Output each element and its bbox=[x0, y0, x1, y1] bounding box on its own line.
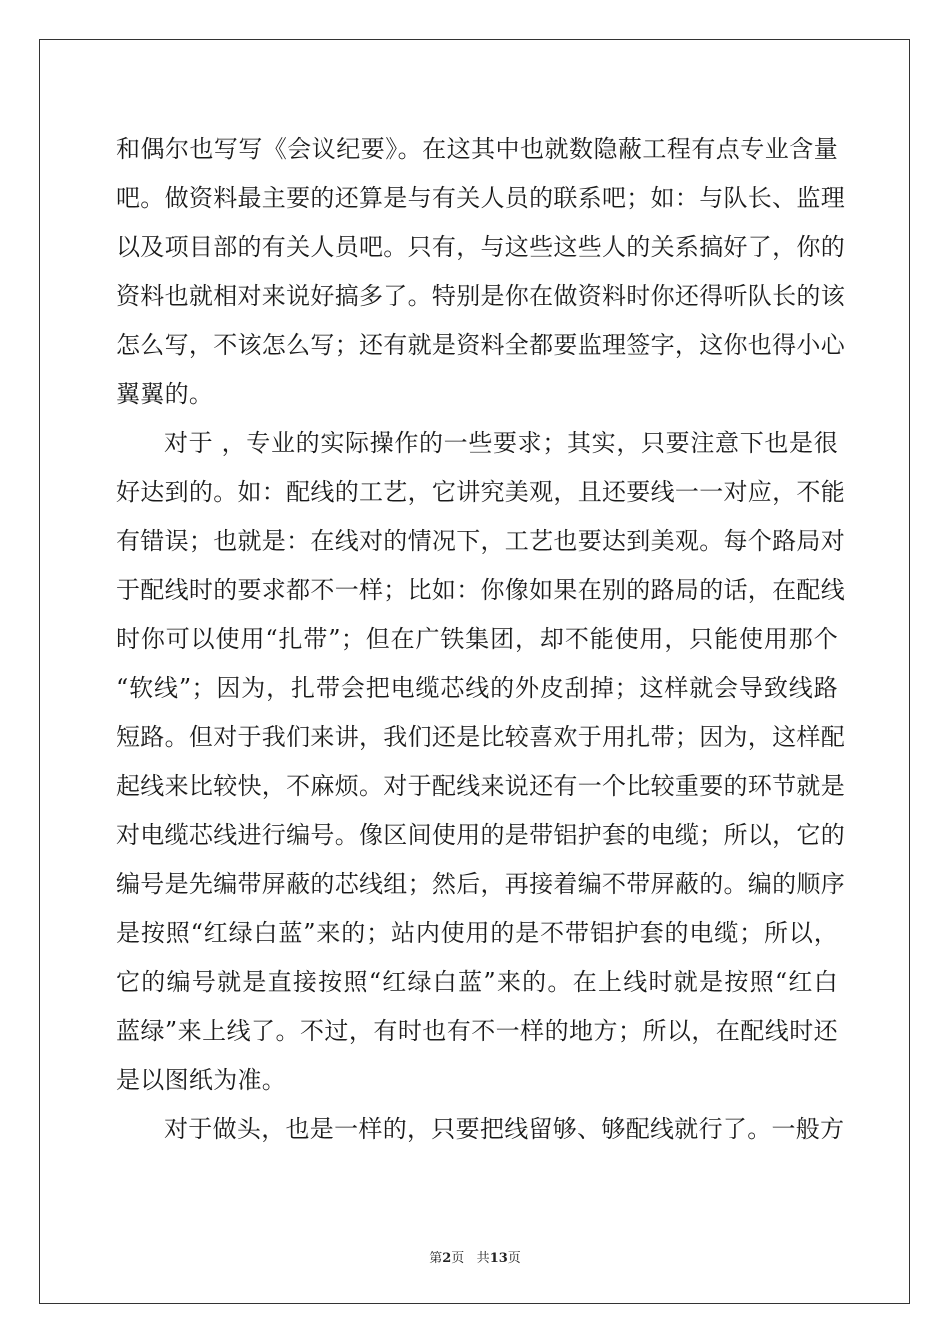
text-line: 和偶尔也写写《会议纪要》。在这其中也就数隐蔽工程有点专业含量 bbox=[116, 135, 838, 163]
text-line: 有错误；也就是：在线对的情况下，工艺也要达到美观。每个路局对 bbox=[116, 527, 845, 555]
text-line: 好达到的。如：配线的工艺，它讲究美观，且还要线一一对应，不能 bbox=[116, 478, 845, 506]
text-line: 它的编号就是直接按照“红绿白蓝”来的。在上线时就是按照“红白 bbox=[116, 968, 838, 996]
text-line: 对电缆芯线进行编号。像区间使用的是带铝护套的电缆；所以，它的 bbox=[116, 821, 845, 849]
text-line: 蓝绿”来上线了。不过，有时也有不一样的地方；所以，在配线时还 bbox=[116, 1017, 838, 1045]
text-line: 是按照“红绿白蓝”来的；站内使用的是不带铝护套的电缆；所以， bbox=[116, 919, 838, 947]
text-line: 时你可以使用“扎带”；但在广铁集团，却不能使用，只能使用那个 bbox=[116, 625, 838, 653]
footer-page-suffix: 页 bbox=[451, 1251, 465, 1266]
footer-total-suffix: 页 bbox=[507, 1251, 521, 1266]
page-footer bbox=[0, 1247, 950, 1266]
text-line: 编号是先编带屏蔽的芯线组；然后，再接着编不带屏蔽的。编的顺序 bbox=[116, 870, 845, 898]
text-line: 是以图纸为准。 bbox=[116, 1066, 287, 1094]
text-line: “软线”；因为，扎带会把电缆芯线的外皮刮掉；这样就会导致线路 bbox=[116, 674, 838, 702]
text-line: 对于 ，专业的实际操作的一些要求；其实，只要注意下也是很 bbox=[164, 429, 838, 457]
text-line: 怎么写，不该怎么写；还有就是资料全都要监理签字，这你也得小心 bbox=[116, 331, 845, 359]
text-line: 翼翼的。 bbox=[116, 380, 214, 408]
text-line: 起线来比较快，不麻烦。对于配线来说还有一个比较重要的环节就是 bbox=[116, 772, 845, 800]
text-line: 短路。但对于我们来讲，我们还是比较喜欢于用扎带；因为，这样配 bbox=[116, 723, 845, 751]
text-line: 以及项目部的有关人员吧。只有，与这些这些人的关系搞好了，你的 bbox=[116, 233, 845, 261]
footer-prefix: 第 bbox=[429, 1251, 443, 1266]
text-line: 资料也就相对来说好搞多了。特别是你在做资料时你还得听队长的该 bbox=[116, 282, 845, 310]
total-page-number: 13 bbox=[489, 1251, 508, 1266]
text-line: 对于做头，也是一样的，只要把线留够、够配线就行了。一般方 bbox=[164, 1115, 845, 1143]
current-page-number: 2 bbox=[442, 1251, 452, 1266]
text-line: 吧。做资料最主要的还算是与有关人员的联系吧；如：与队长、监理 bbox=[116, 184, 845, 212]
document-body bbox=[116, 125, 845, 1154]
text-line: 于配线时的要求都不一样；比如：你像如果在别的路局的话，在配线 bbox=[116, 576, 845, 604]
footer-total-prefix: 共 bbox=[476, 1251, 490, 1266]
